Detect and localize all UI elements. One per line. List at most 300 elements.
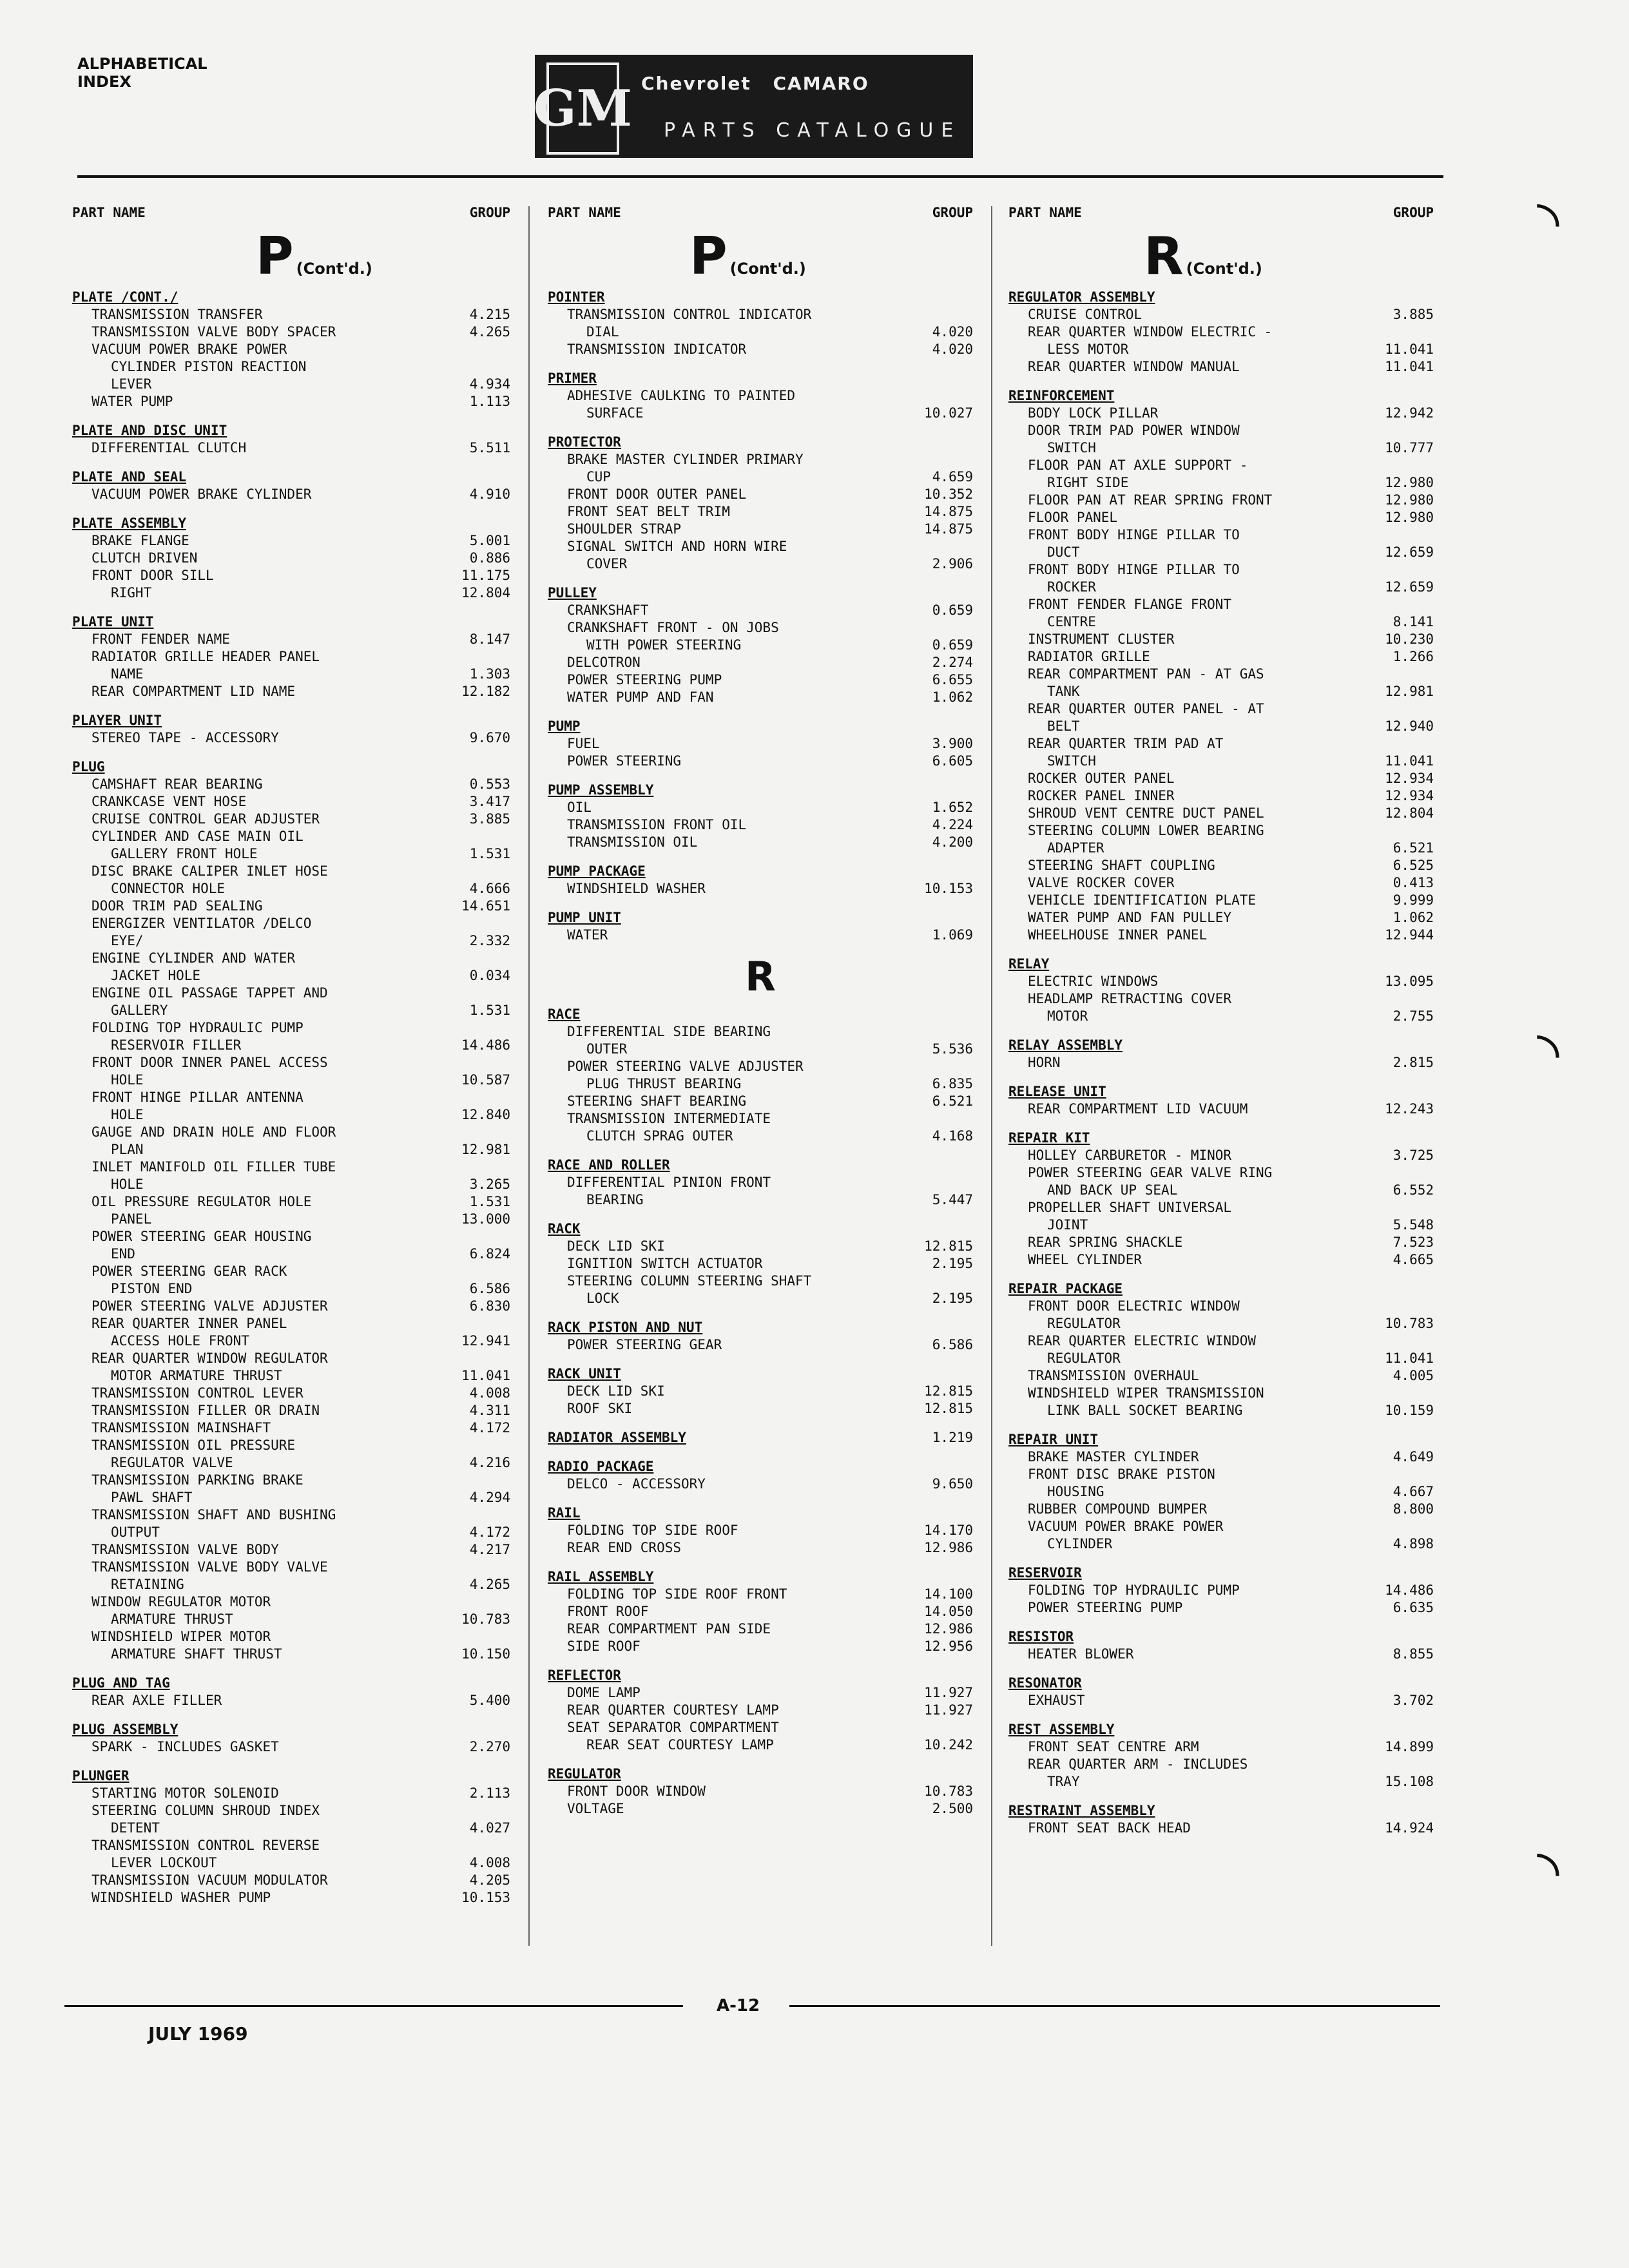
entry-list	[72, 289, 510, 1907]
part-name: PANEL	[111, 1211, 152, 1227]
part-name: REAR QUARTER WINDOW ELECTRIC -	[1028, 324, 1273, 340]
group-number: 10.777	[1385, 440, 1434, 456]
index-entry	[548, 753, 973, 770]
index-entry	[548, 503, 973, 521]
group-number: 2.195	[932, 1291, 973, 1306]
part-name: EXHAUST	[1028, 1693, 1085, 1708]
part-name: TRANSMISSION VALVE BODY	[92, 1542, 279, 1557]
index-entry	[72, 898, 510, 915]
part-name: WATER PUMP AND FAN	[567, 689, 714, 705]
section-heading-row	[548, 1765, 973, 1783]
section-heading-row	[72, 712, 510, 729]
index-entry	[1008, 1518, 1434, 1535]
part-name: HEATER BLOWER	[1028, 1646, 1134, 1662]
index-entry	[1008, 1054, 1434, 1072]
group-number: 10.159	[1385, 1403, 1434, 1418]
index-entry	[72, 828, 510, 845]
part-name: PLUG THRUST BEARING	[586, 1076, 742, 1091]
index-entry	[1008, 579, 1434, 596]
index-entry	[1008, 840, 1434, 857]
index-entry	[72, 1559, 510, 1576]
group-number: 8.141	[1393, 614, 1434, 629]
index-entry	[1008, 735, 1434, 753]
index-entry	[548, 1174, 973, 1191]
index-entry	[548, 1273, 973, 1290]
part-name: IGNITION SWITCH ACTUATOR	[567, 1256, 763, 1271]
section-heading: PLUG	[72, 759, 105, 774]
group-number: 8.800	[1393, 1501, 1434, 1517]
index-entry	[548, 880, 973, 898]
part-name: MOTOR ARMATURE THRUST	[111, 1368, 282, 1383]
part-name: REGULATOR	[1047, 1350, 1121, 1366]
group-number: 1.219	[932, 1430, 973, 1445]
group-number: 10.153	[461, 1890, 510, 1905]
index-entry	[1008, 1820, 1434, 1837]
group-number: 4.005	[1393, 1368, 1434, 1383]
index-entry	[72, 1089, 510, 1106]
index-entry	[548, 1128, 973, 1145]
index-entry	[72, 1037, 510, 1054]
group-number: 6.552	[1393, 1182, 1434, 1198]
index-entry	[548, 1475, 973, 1493]
index-entry	[72, 1820, 510, 1837]
part-name: RESERVOIR FILLER	[111, 1037, 242, 1053]
section-letter-r	[1008, 226, 1434, 286]
index-entry	[548, 735, 973, 753]
index-entry	[548, 306, 973, 323]
index-entry	[1008, 874, 1434, 892]
part-name: REAR AXLE FILLER	[92, 1693, 222, 1708]
part-name: HOLE	[111, 1177, 144, 1192]
index-entry	[72, 863, 510, 880]
part-name: FRONT SEAT CENTRE ARM	[1028, 1739, 1199, 1754]
column-divider	[991, 206, 992, 1946]
index-section	[1008, 1675, 1434, 1709]
part-name: VACUUM POWER BRAKE POWER	[1028, 1519, 1224, 1534]
section-heading: RELEASE UNIT	[1008, 1084, 1106, 1099]
index-entry	[1008, 648, 1434, 666]
part-name: STEERING SHAFT COUPLING	[1028, 858, 1215, 873]
group-number: 5.001	[469, 533, 510, 548]
index-entry	[548, 1702, 973, 1719]
group-number: 12.940	[1385, 718, 1434, 734]
part-name: FRONT ROOF	[567, 1604, 649, 1619]
part-name: PLAN	[111, 1142, 144, 1157]
index-entry	[72, 1054, 510, 1072]
part-name: FRONT BODY HINGE PILLAR TO	[1028, 562, 1240, 577]
part-name: SWITCH	[1047, 440, 1096, 456]
group-number: 3.265	[469, 1177, 510, 1192]
index-entry	[548, 671, 973, 689]
part-name: WINDSHIELD WIPER TRANSMISSION	[1028, 1385, 1264, 1401]
index-entry	[72, 1802, 510, 1820]
part-name: ARMATURE SHAFT THRUST	[111, 1646, 282, 1662]
binder-hole-icon: ◝	[1537, 188, 1559, 256]
group-number: 12.243	[1385, 1101, 1434, 1117]
part-name: TRANSMISSION SHAFT AND BUSHING	[92, 1507, 336, 1523]
part-name: RIGHT SIDE	[1047, 475, 1129, 490]
index-entry	[1008, 631, 1434, 648]
section-heading-row	[548, 434, 973, 451]
index-entry	[72, 1176, 510, 1193]
index-entry	[548, 1522, 973, 1539]
part-name: REAR QUARTER OUTER PANEL - AT	[1028, 701, 1264, 716]
group-number: 11.175	[461, 568, 510, 583]
part-name: TRANSMISSION FILLER OR DRAIN	[92, 1403, 320, 1418]
part-name: SWITCH	[1047, 753, 1096, 769]
section-heading-row	[72, 758, 510, 776]
section-heading: RAIL	[548, 1505, 581, 1521]
group-number: 13.000	[461, 1211, 510, 1227]
index-section	[1008, 956, 1434, 1025]
index-section	[548, 1220, 973, 1307]
part-name: JOINT	[1047, 1217, 1088, 1233]
index-entry	[72, 1332, 510, 1350]
part-name: REAR COMPARTMENT LID VACUUM	[1028, 1101, 1248, 1117]
section-heading: PUMP UNIT	[548, 910, 621, 925]
part-name: REAR QUARTER TRIM PAD AT	[1028, 736, 1224, 751]
group-number: 6.586	[469, 1281, 510, 1296]
group-number: 12.659	[1385, 579, 1434, 595]
part-name: REAR QUARTER WINDOW MANUAL	[1028, 359, 1240, 374]
part-name: POWER STEERING VALVE ADJUSTER	[92, 1298, 328, 1314]
index-entry	[1008, 306, 1434, 323]
index-entry	[548, 1075, 973, 1093]
part-name: WHEEL CYLINDER	[1028, 1252, 1142, 1267]
section-heading-row	[548, 584, 973, 602]
index-entry	[72, 1072, 510, 1089]
part-name: RADIATOR GRILLE HEADER PANEL	[92, 649, 320, 664]
index-entry	[1008, 973, 1434, 990]
section-heading-row	[548, 1157, 973, 1174]
group-number: 10.783	[1385, 1316, 1434, 1331]
group-heading: GROUP	[932, 205, 973, 220]
group-number: 4.205	[469, 1872, 510, 1888]
index-entry	[1008, 1738, 1434, 1756]
index-entry	[548, 1255, 973, 1273]
part-name: INSTRUMENT CLUSTER	[1028, 631, 1175, 647]
index-section	[1008, 1037, 1434, 1072]
index-entry	[1008, 787, 1434, 805]
index-entry	[72, 648, 510, 666]
section-letter-p	[548, 226, 973, 286]
part-name: CYLINDER AND CASE MAIN OIL	[92, 829, 304, 844]
index-entry	[72, 1872, 510, 1889]
part-name: FRONT DOOR INNER PANEL ACCESS	[92, 1055, 328, 1070]
title-line-1: ALPHABETICAL	[77, 55, 207, 73]
index-entry	[1008, 561, 1434, 579]
index-entry	[548, 555, 973, 573]
part-name: STEERING COLUMN SHROUD INDEX	[92, 1803, 320, 1818]
section-heading: REINFORCEMENT	[1008, 388, 1115, 403]
part-name: CONNECTOR HOLE	[111, 881, 226, 896]
part-name: BODY LOCK PILLAR	[1028, 405, 1159, 421]
group-number: 6.835	[932, 1076, 973, 1091]
index-entry	[548, 1719, 973, 1736]
group-number: 1.531	[469, 846, 510, 861]
part-name: LESS MOTOR	[1047, 341, 1129, 357]
group-number: 11.041	[1385, 1350, 1434, 1366]
group-number: 10.783	[924, 1783, 973, 1799]
index-section	[72, 1767, 510, 1907]
part-name: REAR QUARTER ARM - INCLUDES	[1028, 1756, 1248, 1772]
section-heading-row	[1008, 1037, 1434, 1054]
index-entry	[1008, 1483, 1434, 1501]
part-name: AND BACK UP SEAL	[1047, 1182, 1178, 1198]
index-entry	[548, 637, 973, 654]
part-name: LINK BALL SOCKET BEARING	[1047, 1403, 1243, 1418]
part-name: VACUUM POWER BRAKE CYLINDER	[92, 486, 312, 502]
group-number: 1.069	[932, 927, 973, 943]
index-entry	[1008, 1535, 1434, 1553]
index-section	[72, 1675, 510, 1709]
index-entry	[1008, 1350, 1434, 1367]
section-heading: REGULATOR	[548, 1766, 621, 1782]
index-entry	[548, 927, 973, 944]
part-name: HOUSING	[1047, 1484, 1104, 1499]
group-number: 12.804	[461, 585, 510, 601]
index-entry	[1008, 666, 1434, 683]
index-section	[1008, 1280, 1434, 1419]
letter: R	[1144, 226, 1184, 286]
publication-date: JULY 1969	[148, 2023, 248, 2044]
part-name: DETENT	[111, 1820, 160, 1836]
index-entry	[1008, 358, 1434, 376]
part-name: GALLERY FRONT HOLE	[111, 846, 258, 861]
part-name: DELCO - ACCESSORY	[567, 1476, 706, 1492]
section-heading-row	[72, 515, 510, 532]
group-number: 9.650	[932, 1476, 973, 1492]
part-name: CRUISE CONTROL	[1028, 307, 1142, 322]
part-name: ROOF SKI	[567, 1401, 633, 1416]
part-name: RIGHT	[111, 585, 152, 601]
index-entry	[548, 1290, 973, 1307]
index-entry	[548, 468, 973, 486]
section-heading-row	[548, 370, 973, 387]
part-name: OUTER	[586, 1041, 628, 1057]
part-name: DOME LAMP	[567, 1685, 641, 1700]
group-number: 4.910	[469, 486, 510, 502]
index-entry	[548, 1783, 973, 1800]
footer-rule-right	[789, 2005, 1440, 2007]
part-name: CLUTCH DRIVEN	[92, 550, 198, 566]
index-section	[548, 909, 973, 944]
part-name: ROCKER PANEL INNER	[1028, 788, 1175, 803]
section-heading-row	[1008, 1564, 1434, 1582]
index-entry	[72, 1692, 510, 1709]
index-entry	[1008, 1199, 1434, 1216]
section-heading-row	[1008, 1628, 1434, 1646]
index-section	[1008, 387, 1434, 944]
part-name: WATER PUMP AND FAN PULLEY	[1028, 910, 1232, 925]
part-name: OIL PRESSURE REGULATOR HOLE	[92, 1194, 312, 1209]
index-entry	[1008, 1332, 1434, 1350]
part-name: FRONT SEAT BACK HEAD	[1028, 1820, 1191, 1836]
index-entry	[72, 439, 510, 457]
index-entry	[72, 393, 510, 410]
part-name: CRANKCASE VENT HOSE	[92, 794, 247, 809]
part-name: ADAPTER	[1047, 840, 1104, 856]
index-entry	[1008, 990, 1434, 1008]
contd-label: (Cont'd.)	[729, 260, 806, 278]
section-heading: RESTRAINT ASSEMBLY	[1008, 1803, 1155, 1818]
part-name: STEREO TAPE - ACCESSORY	[92, 730, 279, 745]
footer-rule-left	[64, 2005, 683, 2007]
part-name: POWER STEERING GEAR	[567, 1337, 722, 1352]
index-entry	[72, 1524, 510, 1541]
group-number: 11.041	[1385, 753, 1434, 769]
index-entry	[548, 1736, 973, 1754]
part-name: BRAKE FLANGE	[92, 533, 189, 548]
part-name: TRANSMISSION MAINSHAFT	[92, 1420, 271, 1436]
part-name: POWER STEERING GEAR HOUSING	[92, 1229, 312, 1244]
group-number: 4.216	[469, 1455, 510, 1470]
index-entry	[72, 1263, 510, 1280]
index-entry	[72, 1402, 510, 1419]
index-entry	[72, 1889, 510, 1907]
section-heading-row	[548, 1220, 973, 1238]
group-number: 1.266	[1393, 649, 1434, 664]
index-entry	[1008, 341, 1434, 358]
index-entry	[1008, 683, 1434, 700]
index-entry	[1008, 509, 1434, 526]
part-name: DUCT	[1047, 544, 1080, 560]
section-heading: REGULATOR ASSEMBLY	[1008, 289, 1155, 305]
group-number: 12.986	[924, 1621, 973, 1637]
index-entry	[72, 532, 510, 550]
index-section	[72, 468, 510, 503]
section-heading-row	[1008, 1675, 1434, 1692]
group-number: 6.521	[1393, 840, 1434, 856]
index-entry	[72, 1245, 510, 1263]
index-title	[77, 55, 207, 91]
part-name: JACKET HOLE	[111, 968, 201, 983]
section-heading: REFLECTOR	[548, 1667, 621, 1683]
index-section	[72, 289, 510, 410]
entry-list	[548, 1006, 973, 1818]
group-number: 10.352	[924, 486, 973, 502]
group-number: 4.265	[469, 324, 510, 340]
group-number: 5.548	[1393, 1217, 1434, 1233]
index-entry	[1008, 405, 1434, 422]
group-number: 2.332	[469, 933, 510, 948]
group-number: 4.934	[469, 376, 510, 392]
part-name: ELECTRIC WINDOWS	[1028, 974, 1159, 989]
group-number: 3.885	[469, 811, 510, 827]
index-section	[548, 370, 973, 422]
index-entry	[548, 1238, 973, 1255]
index-entry	[548, 834, 973, 851]
group-number: 6.586	[932, 1337, 973, 1352]
part-name: VACUUM POWER BRAKE POWER	[92, 341, 287, 357]
index-entry	[548, 1603, 973, 1620]
index-entry	[548, 1336, 973, 1354]
index-section	[548, 584, 973, 706]
group-number: 12.941	[461, 1333, 510, 1349]
section-heading-row	[1008, 1721, 1434, 1738]
part-name: DIFFERENTIAL CLUTCH	[92, 440, 247, 456]
section-heading: PLATE /CONT./	[72, 289, 178, 305]
part-name: BEARING	[586, 1192, 644, 1207]
index-section	[1008, 1802, 1434, 1837]
index-section	[1008, 1129, 1434, 1269]
part-name: POWER STEERING VALVE ADJUSTER	[567, 1059, 804, 1074]
index-column-1	[72, 205, 510, 1907]
group-number: 4.027	[469, 1820, 510, 1836]
gm-logo: GM	[546, 62, 619, 155]
index-entry	[548, 1586, 973, 1603]
part-name: LEVER LOCKOUT	[111, 1855, 217, 1870]
group-number: 1.531	[469, 1003, 510, 1018]
index-section	[1008, 289, 1434, 376]
part-name: GALLERY	[111, 1003, 168, 1018]
group-number: 2.274	[932, 655, 973, 670]
index-entry	[1008, 857, 1434, 874]
index-entry	[1008, 492, 1434, 509]
group-number: 12.986	[924, 1540, 973, 1555]
group-number: 5.400	[469, 1693, 510, 1708]
group-number: 0.034	[469, 968, 510, 983]
part-name: HORN	[1028, 1055, 1061, 1070]
title-line-2: INDEX	[77, 73, 131, 91]
index-entry	[72, 306, 510, 323]
group-number: 10.230	[1385, 631, 1434, 647]
index-entry	[548, 654, 973, 671]
index-entry	[1008, 474, 1434, 492]
part-name: INLET MANIFOLD OIL FILLER TUBE	[92, 1159, 336, 1175]
group-number: 0.886	[469, 550, 510, 566]
group-number: 4.172	[469, 1420, 510, 1436]
part-name: DOOR TRIM PAD SEALING	[92, 898, 263, 914]
part-name: REAR QUARTER INNER PANEL	[92, 1316, 287, 1331]
index-entry	[1008, 1147, 1434, 1164]
index-entry	[1008, 1402, 1434, 1419]
index-section	[548, 1568, 973, 1655]
group-number: 1.531	[469, 1194, 510, 1209]
index-entry	[548, 799, 973, 816]
section-heading: RESISTOR	[1008, 1629, 1074, 1644]
part-name: SPARK - INCLUDES GASKET	[92, 1739, 279, 1754]
part-name: BRAKE MASTER CYLINDER PRIMARY	[567, 452, 804, 467]
part-name: POWER STEERING PUMP	[567, 672, 722, 687]
section-heading-row	[1008, 956, 1434, 973]
index-entry	[548, 1620, 973, 1638]
index-entry	[1008, 1234, 1434, 1251]
index-entry	[1008, 1164, 1434, 1182]
section-heading-row	[1008, 1129, 1434, 1147]
group-number: 12.942	[1385, 405, 1434, 421]
index-section	[548, 1006, 973, 1145]
index-entry	[72, 1854, 510, 1872]
section-heading-row	[72, 613, 510, 631]
index-section	[72, 712, 510, 747]
group-number: 4.215	[469, 307, 510, 322]
index-entry	[72, 666, 510, 683]
section-heading: RACK	[548, 1221, 581, 1236]
group-number: 6.635	[1393, 1600, 1434, 1615]
index-entry	[548, 816, 973, 834]
index-entry	[1008, 718, 1434, 735]
section-heading: RESONATOR	[1008, 1675, 1082, 1691]
part-name: CUP	[586, 469, 611, 485]
group-number: 12.182	[461, 684, 510, 699]
index-section	[72, 613, 510, 700]
part-name: HOLLEY CARBURETOR - MINOR	[1028, 1148, 1232, 1163]
part-name: ACCESS HOLE FRONT	[111, 1333, 249, 1349]
part-name: ENERGIZER VENTILATOR /DELCO	[92, 916, 312, 931]
index-entry	[1008, 323, 1434, 341]
index-entry	[72, 845, 510, 863]
